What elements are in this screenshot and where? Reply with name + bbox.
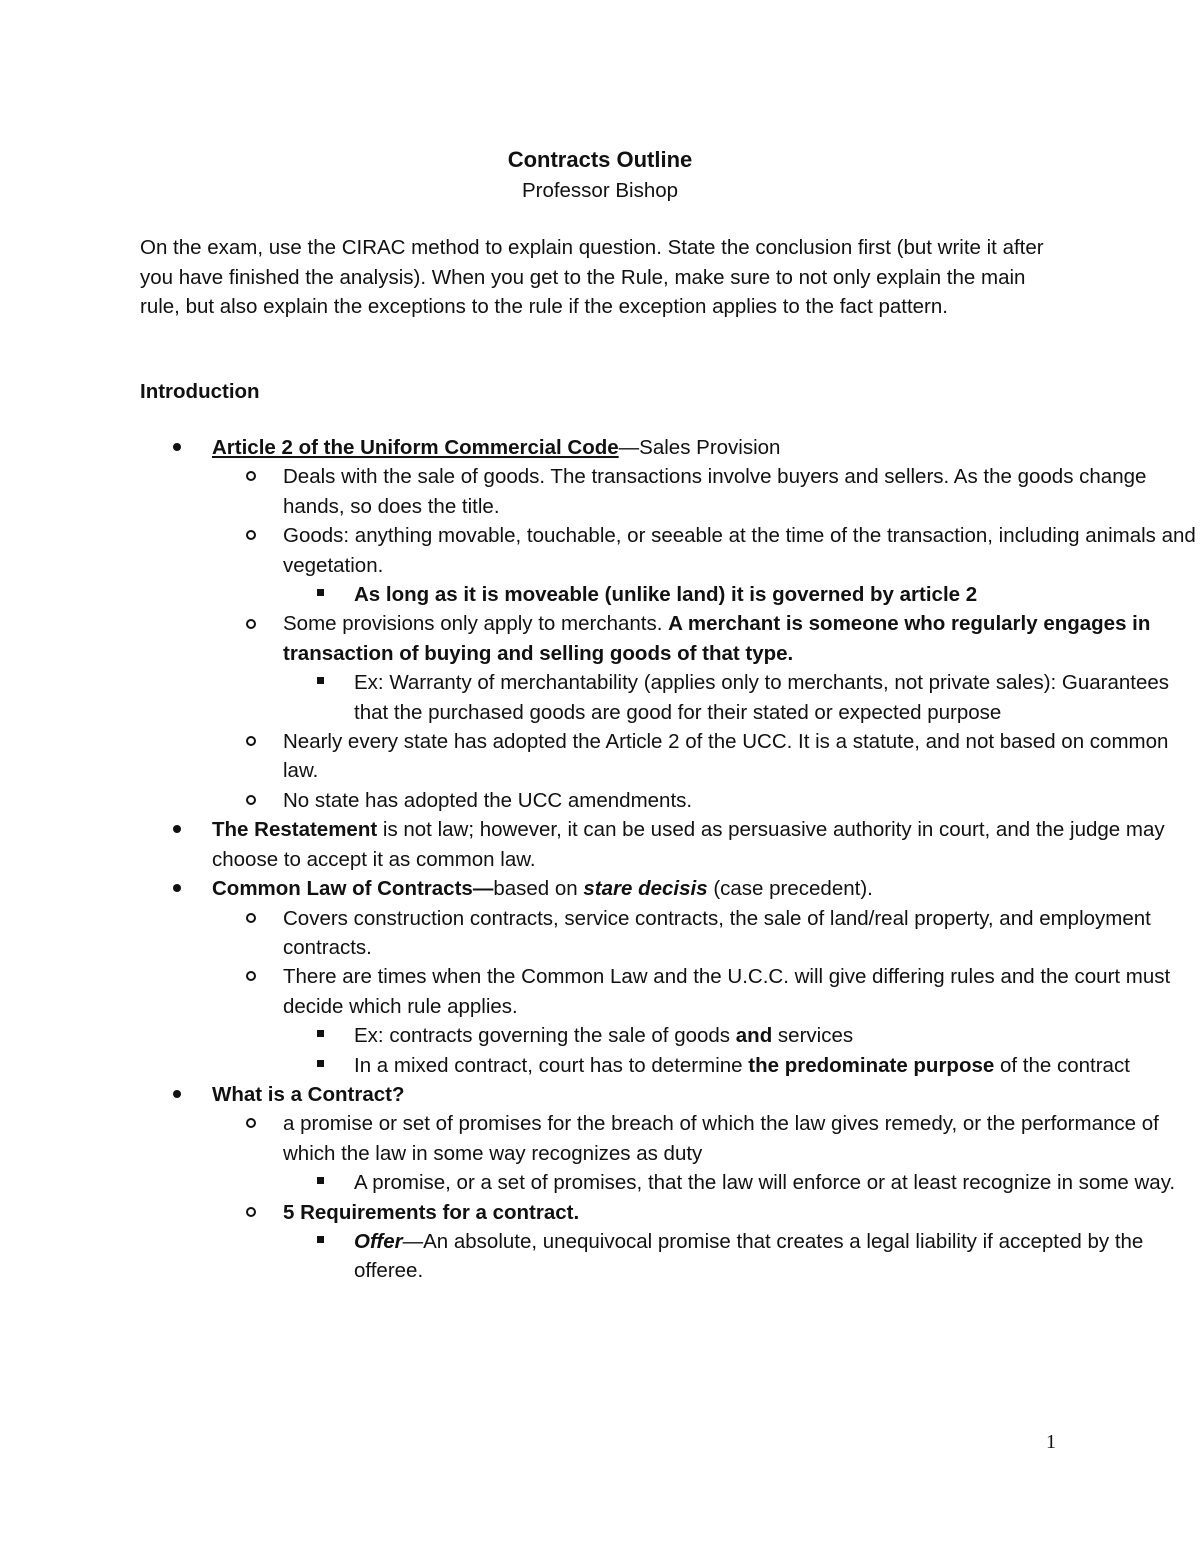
definition-text: a promise or set of promises for the breach of which the law gives remedy, or the performance of which the law in some way recognizes as duty bbox=[283, 1112, 1159, 1165]
mixed-text-b: of the contract bbox=[994, 1053, 1130, 1077]
goods-services-text-a: Ex: contracts governing the sale of goods bbox=[354, 1024, 736, 1048]
outline-list bbox=[0, 433, 1200, 1286]
list-item-goods bbox=[0, 521, 1200, 580]
list-item-promise bbox=[0, 1168, 1200, 1197]
list-item-goods-services bbox=[0, 1021, 1200, 1050]
list-item-sale-of-goods bbox=[0, 462, 1200, 521]
list-item-warranty bbox=[0, 668, 1200, 727]
circle-bullet-icon bbox=[246, 1109, 256, 1138]
promise-text: A promise, or a set of promises, that the law will enforce or at least recognize in some way. bbox=[354, 1171, 1176, 1195]
restatement-term: The Restatement bbox=[212, 818, 378, 842]
list-item-common-law bbox=[0, 874, 1200, 903]
list-item-requirements bbox=[0, 1198, 1200, 1227]
square-bullet-icon bbox=[317, 1227, 324, 1256]
list-item-moveable bbox=[0, 580, 1200, 609]
list-item-mixed-contract bbox=[0, 1051, 1200, 1080]
bullet-icon bbox=[173, 1080, 181, 1109]
section-heading: Introduction bbox=[140, 380, 260, 403]
list-item-adopted bbox=[0, 727, 1200, 786]
list-item-covers bbox=[0, 904, 1200, 963]
list-item-merchants bbox=[0, 609, 1200, 668]
square-bullet-icon bbox=[317, 1051, 324, 1080]
square-bullet-icon bbox=[317, 1168, 324, 1197]
square-bullet-icon bbox=[317, 1021, 324, 1050]
merchants-text: Some provisions only apply to merchants. bbox=[283, 612, 669, 636]
circle-bullet-icon bbox=[246, 521, 256, 550]
restatement-text: is not law; however, it can be used as persuasive authority in court, and the judge may choose to accept it as common law. bbox=[212, 818, 1165, 871]
document-subtitle: Professor Bishop bbox=[521, 179, 679, 202]
bullet-icon bbox=[173, 433, 181, 462]
circle-bullet-icon bbox=[246, 1198, 256, 1227]
requirements-text: 5 Requirements for a contract. bbox=[283, 1200, 580, 1224]
circle-bullet-icon bbox=[246, 786, 256, 815]
list-item-amendments bbox=[0, 786, 1200, 815]
list-item-ucc bbox=[0, 433, 1200, 462]
contract-term: What is a Contract? bbox=[212, 1082, 405, 1106]
circle-bullet-icon bbox=[246, 462, 256, 491]
circle-bullet-icon bbox=[246, 609, 256, 638]
bullet-icon bbox=[173, 815, 181, 844]
mixed-text-a: In a mixed contract, court has to determine bbox=[354, 1053, 749, 1077]
list-item-restatement bbox=[0, 815, 1200, 874]
common-law-text-a: based on bbox=[493, 877, 584, 901]
adopted-text: Nearly every state has adopted the Article 2 of the UCC. It is a statute, and not based on common law. bbox=[283, 730, 1169, 783]
bullet-icon bbox=[173, 874, 181, 903]
common-law-text-b: (case precedent). bbox=[707, 877, 873, 901]
list-item-offer bbox=[0, 1227, 1200, 1286]
moveable-text: As long as it is moveable (unlike land) it is governed by article 2 bbox=[354, 583, 978, 607]
circle-bullet-icon bbox=[246, 727, 256, 756]
ucc-term: Article 2 of the Uniform Commercial Code bbox=[212, 436, 619, 459]
goods-text: Goods: anything movable, touchable, or seeable at the time of the transaction, including animals and vegetation. bbox=[283, 524, 1196, 577]
offer-term: Offer bbox=[354, 1229, 403, 1253]
offer-text: —An absolute, unequivocal promise that creates a legal liability if accepted by the offeree. bbox=[354, 1229, 1144, 1283]
amendments-text: No state has adopted the UCC amendments. bbox=[283, 788, 693, 812]
covers-text: Covers construction contracts, service contracts, the sale of land/real property, and employment contracts. bbox=[283, 906, 1151, 959]
sale-of-goods-text: Deals with the sale of goods. The transactions involve buyers and sellers. As the goods change hands, so does the title. bbox=[283, 465, 1147, 518]
warranty-text: Ex: Warranty of merchantability (applies only to merchants, not private sales): Guarantees that the purchased goods are good for their stated or expected purpose bbox=[354, 671, 1170, 724]
page-number: 1 bbox=[1046, 1431, 1056, 1453]
circle-bullet-icon bbox=[246, 962, 256, 991]
list-item-definition bbox=[0, 1109, 1200, 1168]
goods-services-and: and bbox=[735, 1024, 773, 1048]
list-item-contract bbox=[0, 1080, 1200, 1109]
square-bullet-icon bbox=[317, 668, 324, 697]
document-title: Contracts Outline bbox=[507, 147, 693, 172]
stare-decisis: stare decisis bbox=[583, 877, 708, 901]
goods-services-text-b: services bbox=[772, 1024, 854, 1048]
circle-bullet-icon bbox=[246, 904, 256, 933]
differing-text: There are times when the Common Law and the U.C.C. will give differing rules and the court must decide which rule applies. bbox=[283, 965, 1171, 1018]
predominate-purpose: the predominate purpose bbox=[748, 1053, 995, 1077]
merchant-definition: A merchant is someone who regularly engages in transaction of buying and selling goods of that type. bbox=[283, 612, 1151, 665]
common-law-term: Common Law of Contracts— bbox=[212, 877, 494, 901]
ucc-rest: —Sales Provision bbox=[618, 436, 781, 459]
intro-paragraph: On the exam, use the CIRAC method to explain question. State the conclusion first (but write it after you have finished the analysis). When you get to the Rule, make sure to not only explain the main rule, but also explain the exceptions to the rule if the exception applies to the fact pattern. bbox=[140, 236, 1044, 318]
list-item-differing bbox=[0, 962, 1200, 1021]
square-bullet-icon bbox=[317, 580, 324, 609]
